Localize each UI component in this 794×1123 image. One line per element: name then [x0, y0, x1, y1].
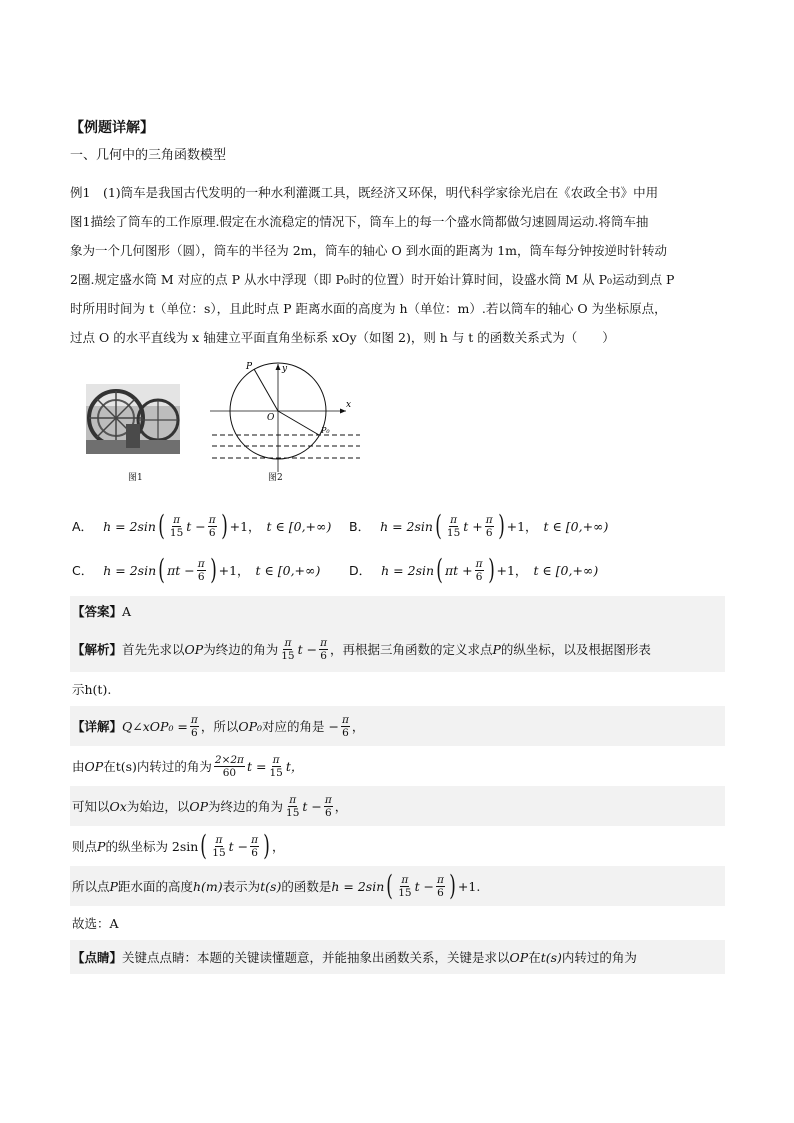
option-b[interactable]: B． h = 2sin ( $\frac{\pi}{15}$ t + $\frac{\pi}{6}$ ) +1， t ∈ [0,+∞) — [349, 509, 609, 542]
option-a[interactable]: A． h = 2sin ( $\frac{\pi}{15}$ t − $\frac{\pi}{6}$ ) +1， t ∈ [0,+∞) — [72, 509, 332, 542]
analysis-row: 【解析】 首先先求以 OP 为终边的角为 $\frac{\pi}{15}$ t − $\frac{\pi}{6}$ ，再根据三角函数的定义求点 P 的纵坐标，以及根据图形表 — [70, 626, 725, 672]
problem-line: 例1 (1)筒车是我国古代发明的一种水利灌溉工具，既经济又环保，明代科学家徐光启在《农政全书》中用 — [70, 185, 659, 200]
label-x: x — [346, 400, 352, 410]
label-o: O — [267, 413, 275, 423]
waterwheel-photo — [86, 384, 180, 454]
detail-row-3: 可知以 Ox 为始边，以 OP 为终边的角为 $\frac{\pi}{15}$ t − $\frac{\pi}{6}$ ， — [70, 786, 725, 826]
example-heading: 【例题详解】 — [70, 120, 154, 136]
option-d[interactable]: D． h = 2sin ( πt + $\frac{\pi}{6}$ ) +1， t ∈ [0,+∞) — [349, 553, 599, 586]
label-y: y — [282, 364, 288, 374]
fig1-caption: 图1 — [128, 473, 143, 483]
comment-row: 【点睛】 关键点点睛：本题的关键读懂题意，并能抽象出函数关系，关键是求以 OP 在 t(s) 内转过的角为 — [70, 940, 725, 974]
section-title: 一、几何中的三角函数模型 — [70, 148, 227, 163]
analysis-row-2: 示h(t). — [72, 682, 112, 697]
answer-row: 【答案】 A — [70, 596, 725, 626]
label-p0: P₀ — [321, 426, 330, 435]
answer-block — [70, 596, 725, 974]
answer-options — [70, 506, 725, 592]
problem-line: 过点 O 的水平直线为 x 轴建立平面直角坐标系 xOy（如图 2)，则 h 与 t 的函数关系式为（ ） — [70, 330, 615, 345]
coordinate-diagram — [210, 362, 370, 472]
detail-row-5: 所以点 P 距水面的高度 h(m) 表示为 t(s) 的函数是 h = 2sin ( $\frac{\pi}{15}$ t − $\frac{\pi}{6}$ ) +1. — [70, 866, 725, 906]
choose-row: 故选：A — [72, 916, 119, 931]
figures — [70, 362, 725, 502]
document-page — [70, 118, 725, 974]
problem-line: 图1描绘了筒车的工作原理.假定在水流稳定的情况下，筒车上的每一个盛水筒都做匀速圆周运动.将筒车抽 — [70, 214, 649, 229]
fig2-caption: 图2 — [268, 473, 283, 483]
problem-line: 2圈.规定盛水筒 M 对应的点 P 从水中浮现（即 P₀时的位置）时开始计算时间，设盛水筒 M 从 P₀运动到点 P — [70, 272, 675, 287]
detail-row-1: 【详解】 Q∠xOP₀ = $\frac{\pi}{6}$ ，所以 OP₀ 对应的角是 − $\frac{\pi}{6}$ ， — [70, 706, 725, 746]
option-c[interactable]: C． h = 2sin ( πt − $\frac{\pi}{6}$ ) +1， t ∈ [0,+∞) — [72, 553, 321, 586]
label-p: P — [246, 362, 253, 372]
problem-text — [70, 178, 725, 352]
detail-row-4: 则点 P 的纵坐标为 2sin ( $\frac{\pi}{15}$ t − $\frac{\pi}{6}$ ) ， — [72, 829, 285, 862]
problem-line: 象为一个几何图形（圆），筒车的半径为 2m，筒车的轴心 O 到水面的距离为 1m，筒车每分钟按逆时针转动 — [70, 243, 668, 258]
detail-row-2: 由 OP 在t(s)内转过的角为 $\frac{2\times 2\pi}{60}$ t = $\frac{\pi}{15}$ t， — [72, 753, 304, 779]
problem-line: 时所用时间为 t（单位：s），且此时点 P 距离水面的高度为 h（单位：m）.若以筒车的轴心 O 为坐标原点， — [70, 301, 667, 316]
